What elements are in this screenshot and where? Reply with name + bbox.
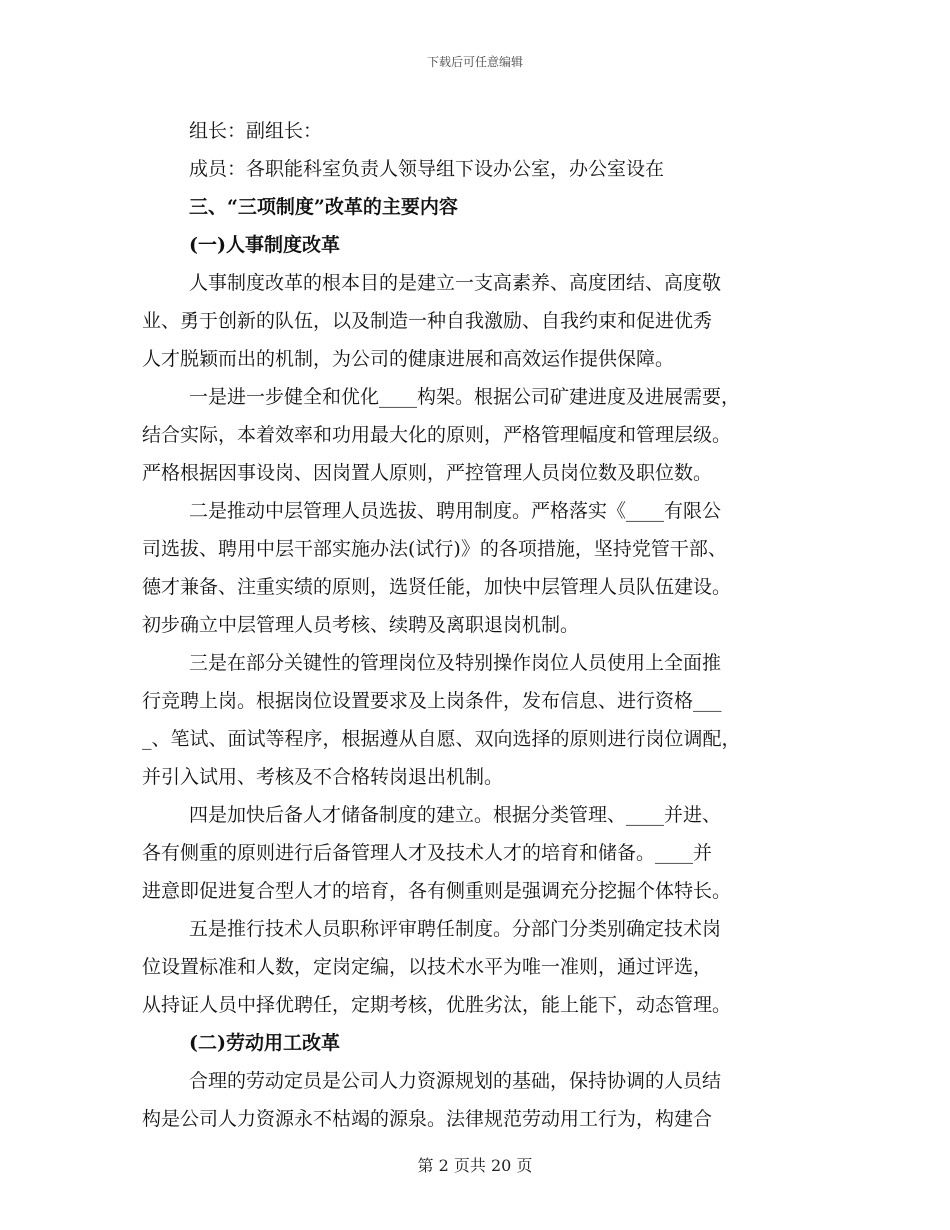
paragraph-line: 人事制度改革的根本目的是建立一支高素养、高度团结、高度敬	[189, 272, 722, 294]
document-body	[142, 112, 814, 1138]
paragraph-line: 各有侧重的原则进行后备管理人才及技术人才的培育和储备。____并	[142, 842, 713, 864]
members-line: 成员：各职能科室负责人领导组下设办公室，办公室设在	[189, 158, 665, 180]
subsection-heading: (一)人事制度改革	[189, 234, 340, 256]
paragraph-line: 严格根据因事设岗、因岗置人原则，严控管理人员岗位数及职位数。	[142, 462, 713, 484]
paragraph-line: 合理的劳动定员是公司人力资源规划的基础，保持协调的人员结	[189, 1070, 722, 1092]
paragraph-line: 二是推动中层管理人员选拔、聘用制度。严格落实《____有限公	[189, 500, 722, 522]
paragraph-line: 司选拔、聘用中层干部实施办法(试行)》的各项措施，坚持党管干部、	[142, 538, 727, 560]
paragraph-line: 从持证人员中择优聘任，定期考核，优胜劣汰，能上能下，动态管理。	[142, 994, 732, 1016]
paragraph-line: 初步确立中层管理人员考核、续聘及离职退岗机制。	[142, 614, 580, 636]
paragraph-line: 行竞聘上岗。根据岗位设置要求及上岗条件，发布信息、进行资格___	[142, 690, 722, 712]
paragraph-line: _、笔试、面试等程序，根据遵从自愿、双向选择的原则进行岗位调配，	[142, 728, 741, 750]
paragraph-line: 一是进一步健全和优化____构架。根据公司矿建进度及进展需要，	[189, 386, 741, 408]
paragraph-line: 五是推行技术人员职称评审聘任制度。分部门分类别确定技术岗	[189, 918, 722, 940]
paragraph-line: 业、勇于创新的队伍，以及制造一种自我激励、自我约束和促进优秀	[142, 310, 713, 332]
page-footer: 第 2 页共 20 页	[417, 1156, 533, 1175]
paragraph-line: 进意即促进复合型人才的培育，各有侧重则是强调充分挖掘个体特长。	[142, 880, 732, 902]
section-heading: 三、“三项制度”改革的主要内容	[189, 196, 458, 218]
paragraph-line: 四是加快后备人才储备制度的建立。根据分类管理、____并进、	[189, 804, 722, 826]
paragraph-line: 德才兼备、注重实绩的原则，选贤任能，加快中层管理人员队伍建设。	[142, 576, 732, 598]
leader-line: 组长：副组长：	[189, 120, 323, 142]
paragraph-line: 构是公司人力资源永不枯竭的源泉。法律规范劳动用工行为，构建合	[142, 1108, 713, 1130]
paragraph-line: 人才脱颖而出的机制，为公司的健康进展和高效运作提供保障。	[142, 348, 675, 370]
paragraph-line: 并引入试用、考核及不合格转岗退出机制。	[142, 766, 504, 788]
paragraph-line: 位设置标准和人数，定岗定编，以技术水平为唯一准则，通过评选，	[142, 956, 713, 978]
subsection-heading: (二)劳动用工改革	[189, 1032, 340, 1054]
paragraph-line: 三是在部分关键性的管理岗位及特别操作岗位人员使用上全面推	[189, 652, 722, 674]
paragraph-line: 结合实际，本着效率和功用最大化的原则，严格管理幅度和管理层级。	[142, 424, 732, 446]
page-header: 下载后可任意编辑	[426, 55, 523, 69]
